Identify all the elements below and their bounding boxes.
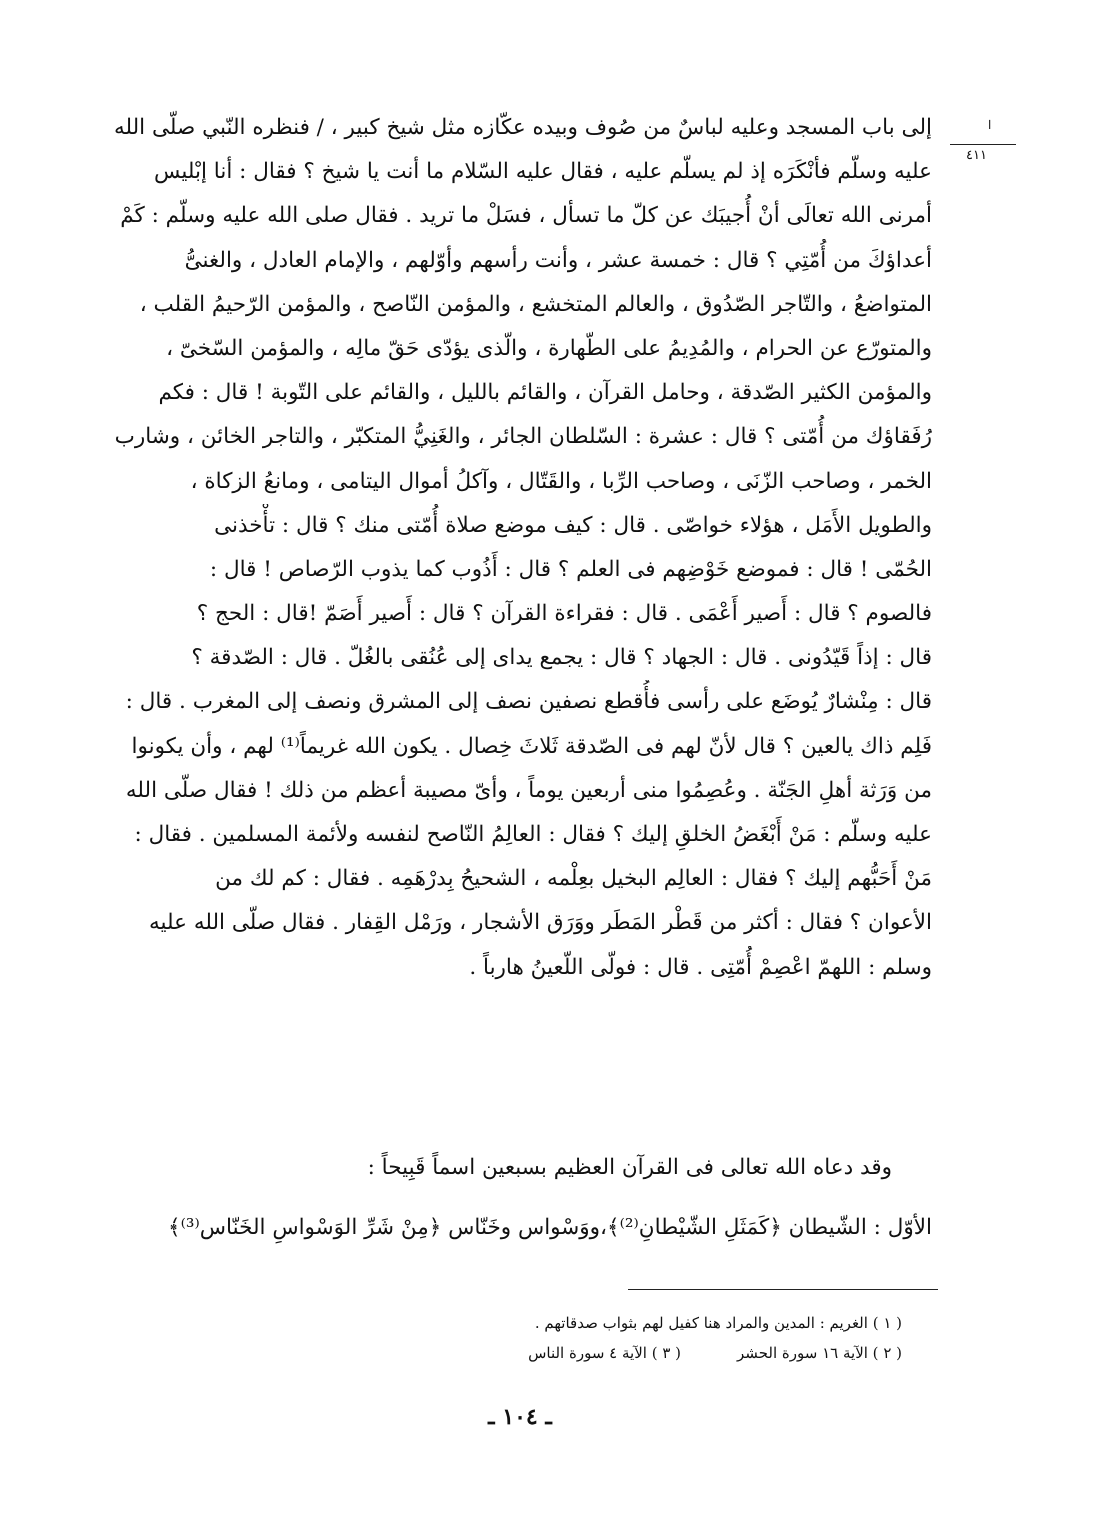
body-line: رُفَقاؤك من أُمّتى ؟ قال : عشرة : السّلطان الجائر ، والغَنِيُّ المتكبّر ، والتاجر الخائن ، وشارب <box>114 424 932 450</box>
footnote-divider <box>628 1289 938 1290</box>
body-line: المتواضعُ ، والتّاجر الصّدُوق ، والعالم المتخشع ، والمؤمن النّاصح ، والمؤمن الرّحيمُ القلب ، <box>139 291 932 317</box>
body-line: الحُمّى ! قال : فموضع خَوْضِهم فى العلم ؟ قال : أَذُوب كما يذوب الرّصاص ! قال : <box>209 556 932 582</box>
margin-note-folio: ٤١١ <box>966 148 987 163</box>
body-line: مَنْ أَحَبُّهم إليك ؟ فقال : العالِم البخيل بعِلْمه ، الشحيحُ بِدرْهَمِه . فقال : كم لك من <box>215 866 932 892</box>
margin-note-rule <box>950 144 1016 145</box>
margin-note <box>950 118 1020 178</box>
body-line: إلى باب المسجد وعليه لباسٌ من صُوف وبيده عكّازه مثل شيخ كبير ، / فنظره النّبي صلّى الله <box>113 115 932 140</box>
page-number: ـ ١٠٤ ـ <box>488 1404 552 1430</box>
body-line: والمتورّع عن الحرام ، والمُدِيمُ على الطّهارة ، والّذى يؤدّى حَقّ مالِه ، والمؤمن السّخىّ ، <box>166 335 932 361</box>
body-line: قال : إذاً قَيّدُونى . قال : الجهاد ؟ قال : يجمع يداى إلى عُنُقى بالغُلّ . قال : الصّدقة ؟ <box>191 645 932 671</box>
first-name-line: الأوّل : الشّيطان ﴿كَمَثَلِ الشّيْطانِ⁽²⁾﴾،ووَسْواس وخَنّاس ﴿مِنْ شَرِّ الوَسْواسِ الخَنّاس⁽³⁾﴾ <box>168 1215 932 1240</box>
body-line: عليه وسلّم فأنْكَرَه إذ لم يسلّم عليه ، فقال عليه السّلام ما أنت يا شيخ ؟ فقال : أنا إبْليس <box>154 159 932 185</box>
names-section <box>88 1138 932 1258</box>
footnote-2: ( ٢ ) الآية ١٦ سورة الحشر <box>737 1344 902 1362</box>
body-line: فَلِم ذاك يالعين ؟ قال لأنّ لهم فى الصّدقة ثَلاثَ خِصال . يكون الله غريماً⁽¹⁾ لهم ، وأن يكونوا <box>131 733 932 759</box>
body-line: فالصوم ؟ قال : أَصير أَعْمَى . قال : فقراءة القرآن ؟ قال : أَصير أَصَمّ !قال : الحج ؟ <box>196 601 932 627</box>
body-line: قال : مِنْشارٌ يُوضَع على رأسى فأُقطع نصفين نصف إلى المشرق ونصف إلى المغرب . قال : <box>125 689 932 715</box>
body-line: وسلم : اللهمّ اعْصِمْ أُمّتِى . قال : فولّى اللّعينُ هارباً . <box>469 954 932 980</box>
footnotes <box>290 1308 902 1368</box>
footnote-3: ( ٣ ) الآية ٤ سورة الناس <box>528 1344 682 1362</box>
body-line: الأعوان ؟ فقال : أكثر من قَطْر المَطَر ووَرَق الأشجار ، ورَمْل القِفار . فقال صلّى الله عليه <box>149 910 932 936</box>
footnote-1: ( ١ ) الغريم : المدين والمراد هنا كفيل لهم بثواب صدقاتهم . <box>534 1314 902 1332</box>
margin-note-top: ا <box>988 118 992 132</box>
body-line: عليه وسلّم : مَنْ أَبْغَضُ الخلقِ إليك ؟ فقال : العالِمُ النّاصح لنفسه ولأئمة المسلمين . فقال : <box>134 822 932 847</box>
footnote-row-2 <box>290 1338 902 1368</box>
body-line: أعداؤكَ من أُمّتِي ؟ قال : خمسة عشر ، وأنت رأسهم وأوّلهم ، والإمام العادل ، والغنىُّ <box>184 247 932 273</box>
body-line: من وَرَثة أهلِ الجَنّة . وعُصِمُوا منى أربعين يوماً ، وأىّ مصيبة أعظم من ذلك ! فقال صلّى الله <box>125 777 932 803</box>
body-line: الخمر ، وصاحب الزّنَى ، وصاحب الرِّبا ، والقَتّال ، وآكلُ أموال اليتامى ، ومانعُ الزكاة ، <box>190 468 932 494</box>
intro-line: وقد دعاه الله تعالى فى القرآن العظيم بسبعين اسماً قَبِيحاً : <box>367 1155 892 1180</box>
body-line: والطويل الأَمَل ، هؤلاء خواصّى . قال : كيف موضع صلاة أُمّتى منك ؟ قال : تأْخذنى <box>214 512 932 538</box>
body-line: أمرنى الله تعالَى أنْ أُجيبَك عن كلّ ما تسأل ، فسَلْ ما تريد . فقال صلى الله عليه وسلّم : كَمْ <box>120 203 932 229</box>
main-text-body <box>88 106 932 990</box>
body-line: والمؤمن الكثير الصّدقة ، وحامل القرآن ، والقائم بالليل ، والقائم على التّوبة ! قال : فكم <box>158 380 932 406</box>
